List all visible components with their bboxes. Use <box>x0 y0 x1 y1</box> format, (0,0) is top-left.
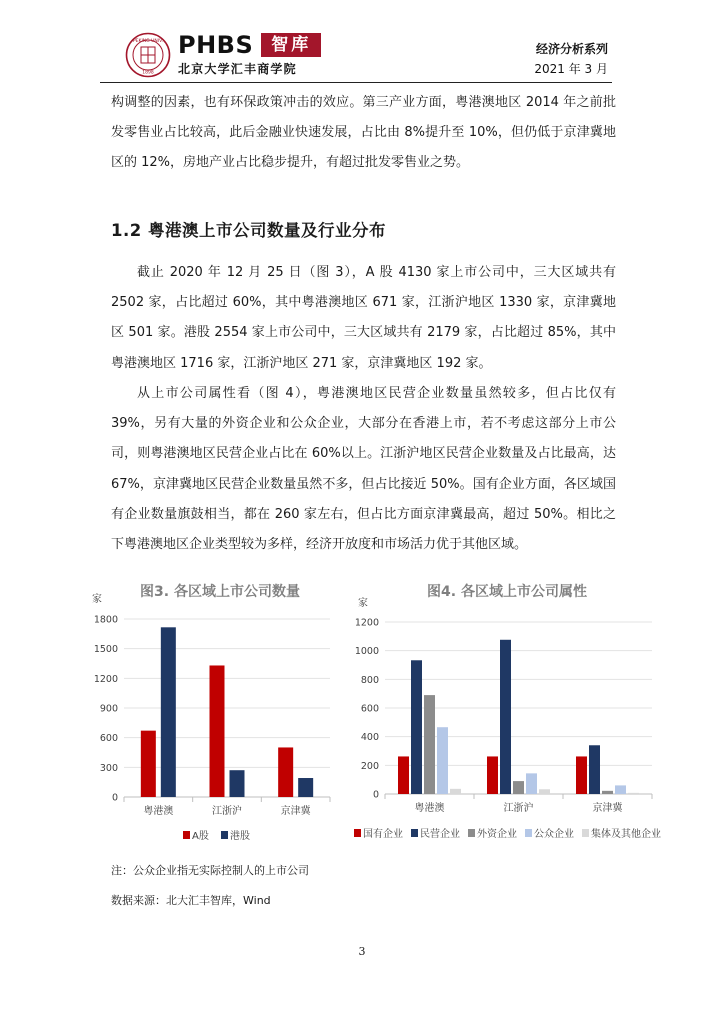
chart-figure-3-svg <box>88 576 348 848</box>
bar <box>539 789 550 794</box>
chart-figure-4 <box>350 576 680 848</box>
chart-note: 注：公众企业指无实际控制人的上市公司 <box>111 864 309 877</box>
bar <box>230 770 245 797</box>
legend-swatch <box>582 829 589 837</box>
y-axis-unit: 家 <box>92 594 102 605</box>
legend-swatch <box>411 829 418 837</box>
x-tick-label: 粤港澳 <box>414 803 445 814</box>
legend-label: 外资企业 <box>477 829 517 840</box>
bar <box>500 640 511 794</box>
bar <box>298 778 313 797</box>
svg-text:PEKING UNIV.: PEKING UNIV. <box>132 39 164 44</box>
x-tick-label: 江浙沪 <box>212 806 242 817</box>
bar <box>628 793 639 794</box>
page-header <box>120 28 608 80</box>
paragraph-listed-counts: 截止 2020 年 12 月 25 日（图 3），A 股 4130 家上市公司中，三大区域共有 2502 家，占比超过 60%，其中粤港澳地区 671 家，江浙沪地区 1330 家，京津冀地区 501 家。港股 2554 家上市公司中，三大区域共有 2179 家，占比超过 85%，其中粤港澳地区 1716 家，江浙沪地区 271 家，京津冀地区 192 家。 <box>111 265 616 371</box>
y-tick-label: 400 <box>360 732 379 744</box>
legend-label: 港股 <box>230 831 250 842</box>
bar <box>602 791 613 794</box>
y-tick-label: 0 <box>372 789 379 801</box>
chart-title: 图3. 各区域上市公司数量 <box>140 584 300 600</box>
bar <box>424 695 435 794</box>
legend-label: 国有企业 <box>363 829 403 840</box>
bar <box>615 785 626 794</box>
y-tick-label: 200 <box>360 760 379 772</box>
y-tick-label: 1000 <box>354 646 379 658</box>
report-series: 经济分析系列 <box>535 42 608 56</box>
brand-name: PHBS <box>178 31 254 59</box>
y-axis-unit: 家 <box>358 598 368 609</box>
bar <box>161 627 176 797</box>
y-tick-label: 900 <box>99 703 118 715</box>
section-heading: 1.2 粤港澳上市公司数量及行业分布 <box>111 221 386 240</box>
chart-figure-4-svg <box>350 576 680 848</box>
brand-box: 智库 <box>261 33 321 57</box>
data-source: 数据来源：北大汇丰智库，Wind <box>111 894 271 907</box>
chart-figure-3 <box>88 576 348 848</box>
intro-paragraph: 构调整的因素，也有环保政策冲击的效应。第三产业方面，粤港澳地区 2014 年之前批发零售业占比较高，此后金融业快速发展，占比由 8%提升至 10%，但仍低于京津冀地区的 12%，房地产业占比稳步提升，有超过批发零售业之势。 <box>111 95 616 171</box>
y-tick-label: 600 <box>99 733 118 745</box>
header-divider <box>100 82 612 83</box>
paragraph-company-attributes: 从上市公司属性看（图 4），粤港澳地区民营企业数量虽然较多，但占比仅有 39%，另有大量的外资企业和公众企业，大部分在香港上市，若不考虑这部分上市公司，则粤港澳地区民营企业占比在 60%以上。江浙沪地区民营企业数量及占比最高，达 67%，京津冀地区民营企业数量虽然不多，但占比接近 50%。国有企业方面，各区域国有企业数量旗鼓相当，都在 260 家左右，但占比方面京津冀最高，超过 50%。相比之下粤港澳地区企业类型较为多样，经济开放度和市场活力优于其他区域。 <box>111 386 616 553</box>
legend-swatch <box>221 831 228 839</box>
y-tick-label: 1200 <box>93 673 118 685</box>
bar <box>576 756 587 794</box>
seal-year: 1898 <box>142 70 154 76</box>
x-tick-label: 京津冀 <box>592 803 623 814</box>
legend-swatch <box>468 829 475 837</box>
y-tick-label: 0 <box>111 792 118 804</box>
bar <box>513 781 524 794</box>
x-tick-label: 江浙沪 <box>503 803 534 814</box>
bar <box>278 747 293 797</box>
peking-university-seal-icon <box>125 32 171 78</box>
school-name: 北京大学汇丰商学院 <box>178 62 297 76</box>
legend-label: 集体及其他企业 <box>591 829 661 840</box>
page-number: 3 <box>358 945 366 958</box>
legend-swatch <box>525 829 532 837</box>
brand-logo <box>178 32 321 58</box>
legend-swatch <box>183 831 190 839</box>
bar <box>589 745 600 794</box>
legend-label: 公众企业 <box>534 829 574 840</box>
bar <box>210 665 225 797</box>
x-tick-label: 粤港澳 <box>143 806 174 817</box>
legend-swatch <box>354 829 361 837</box>
bar <box>141 731 156 797</box>
legend-label: A股 <box>192 831 209 842</box>
report-date: 2021 年 3 月 <box>534 62 608 76</box>
bar <box>450 789 461 794</box>
y-tick-label: 800 <box>360 674 379 686</box>
legend-label: 民营企业 <box>420 829 460 840</box>
y-tick-label: 1200 <box>354 617 379 629</box>
x-tick-label: 京津冀 <box>280 806 311 817</box>
y-tick-label: 1500 <box>93 644 118 656</box>
bar <box>437 727 448 794</box>
bar <box>487 756 498 794</box>
chart-title: 图4. 各区域上市公司属性 <box>427 584 587 600</box>
bar <box>411 660 422 794</box>
y-tick-label: 1800 <box>93 614 118 626</box>
bar <box>526 773 537 794</box>
bar <box>398 756 409 794</box>
y-tick-label: 300 <box>99 762 118 774</box>
y-tick-label: 600 <box>360 703 379 715</box>
